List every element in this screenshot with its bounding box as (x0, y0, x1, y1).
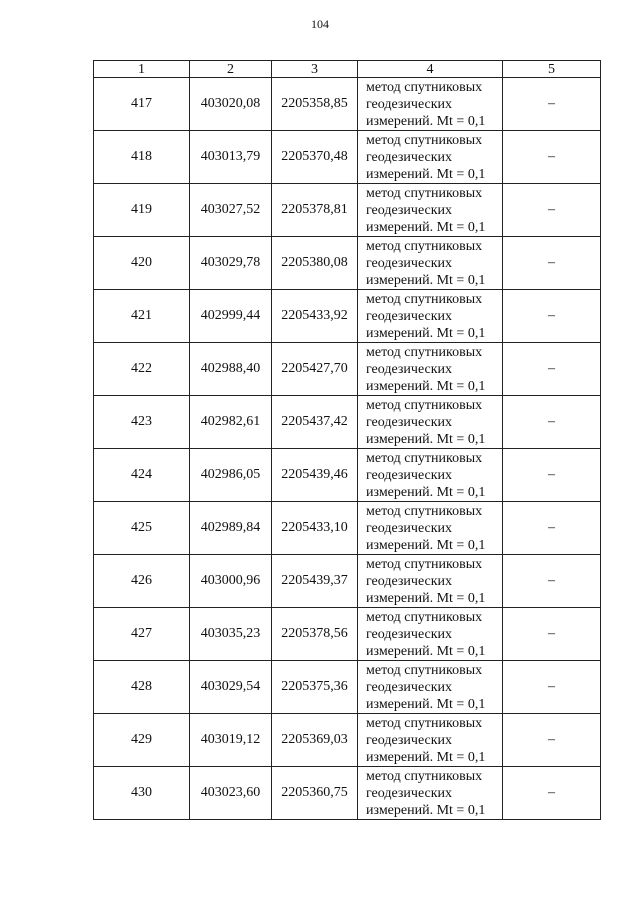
point-number-cell: 429 (94, 714, 190, 767)
column-header-5: 5 (503, 61, 601, 78)
method-text-line: метод спутниковых (366, 556, 483, 572)
note-cell: – (503, 767, 601, 820)
method-cell (358, 555, 503, 608)
y-coordinate-cell: 2205427,70 (272, 343, 358, 396)
method-text-line: геодезических (366, 361, 453, 377)
method-text-line: измерений. Mt = 0,1 (366, 166, 486, 182)
method-cell (358, 502, 503, 555)
column-header-4: 4 (358, 61, 503, 78)
point-number-cell: 426 (94, 555, 190, 608)
method-text-line: геодезических (366, 626, 453, 642)
x-coordinate-cell: 402986,05 (190, 449, 272, 502)
method-text-line: геодезических (366, 467, 453, 483)
method-cell (358, 714, 503, 767)
y-coordinate-cell: 2205370,48 (272, 131, 358, 184)
method-cell (358, 290, 503, 343)
method-cell (358, 767, 503, 820)
method-cell (358, 78, 503, 131)
y-coordinate-cell: 2205439,46 (272, 449, 358, 502)
method-text-line: метод спутниковых (366, 503, 483, 519)
x-coordinate-cell: 403029,54 (190, 661, 272, 714)
table-row (94, 131, 601, 184)
method-text-line: измерений. Mt = 0,1 (366, 113, 486, 129)
table-header-row (94, 61, 601, 78)
method-text-line: метод спутниковых (366, 185, 483, 201)
method-cell (358, 343, 503, 396)
y-coordinate-cell: 2205433,92 (272, 290, 358, 343)
point-number-cell: 422 (94, 343, 190, 396)
method-cell (358, 661, 503, 714)
y-coordinate-cell: 2205437,42 (272, 396, 358, 449)
method-cell (358, 608, 503, 661)
x-coordinate-cell: 402989,84 (190, 502, 272, 555)
method-text-line: измерений. Mt = 0,1 (366, 749, 486, 765)
x-coordinate-cell: 403027,52 (190, 184, 272, 237)
method-cell (358, 237, 503, 290)
method-text-line: измерений. Mt = 0,1 (366, 325, 486, 341)
y-coordinate-cell: 2205358,85 (272, 78, 358, 131)
table-row (94, 396, 601, 449)
note-cell: – (503, 502, 601, 555)
method-cell (358, 131, 503, 184)
method-text-line: измерений. Mt = 0,1 (366, 537, 486, 553)
point-number-cell: 427 (94, 608, 190, 661)
x-coordinate-cell: 403000,96 (190, 555, 272, 608)
table-row (94, 78, 601, 131)
table-row (94, 184, 601, 237)
method-text-line: геодезических (366, 149, 453, 165)
table-row (94, 502, 601, 555)
method-text-line: геодезических (366, 520, 453, 536)
method-text-line: измерений. Mt = 0,1 (366, 219, 486, 235)
table-row (94, 449, 601, 502)
column-header-3: 3 (272, 61, 358, 78)
x-coordinate-cell: 402982,61 (190, 396, 272, 449)
method-text-line: геодезических (366, 202, 453, 218)
method-text-line: геодезических (366, 785, 453, 801)
method-cell (358, 396, 503, 449)
x-coordinate-cell: 403013,79 (190, 131, 272, 184)
point-number-cell: 430 (94, 767, 190, 820)
point-number-cell: 428 (94, 661, 190, 714)
table-row (94, 237, 601, 290)
y-coordinate-cell: 2205360,75 (272, 767, 358, 820)
method-text-line: метод спутниковых (366, 450, 483, 466)
note-cell: – (503, 131, 601, 184)
method-text-line: геодезических (366, 308, 453, 324)
table-row (94, 608, 601, 661)
method-text-line: измерений. Mt = 0,1 (366, 590, 486, 606)
point-number-cell: 420 (94, 237, 190, 290)
method-text-line: метод спутниковых (366, 715, 483, 731)
method-text-line: измерений. Mt = 0,1 (366, 802, 486, 818)
note-cell: – (503, 343, 601, 396)
method-text-line: метод спутниковых (366, 344, 483, 360)
x-coordinate-cell: 403019,12 (190, 714, 272, 767)
y-coordinate-cell: 2205380,08 (272, 237, 358, 290)
method-text-line: геодезических (366, 679, 453, 695)
method-text-line: измерений. Mt = 0,1 (366, 431, 486, 447)
point-number-cell: 418 (94, 131, 190, 184)
y-coordinate-cell: 2205375,36 (272, 661, 358, 714)
x-coordinate-cell: 402999,44 (190, 290, 272, 343)
column-header-1: 1 (94, 61, 190, 78)
y-coordinate-cell: 2205378,81 (272, 184, 358, 237)
method-text-line: измерений. Mt = 0,1 (366, 378, 486, 394)
point-number-cell: 423 (94, 396, 190, 449)
method-text-line: метод спутниковых (366, 132, 483, 148)
y-coordinate-cell: 2205433,10 (272, 502, 358, 555)
note-cell: – (503, 608, 601, 661)
page-number: 104 (311, 17, 329, 31)
method-text-line: измерений. Mt = 0,1 (366, 643, 486, 659)
method-text-line: геодезических (366, 573, 453, 589)
x-coordinate-cell: 403029,78 (190, 237, 272, 290)
note-cell: – (503, 290, 601, 343)
method-cell (358, 449, 503, 502)
coordinates-table (93, 60, 601, 820)
method-text-line: геодезических (366, 414, 453, 430)
x-coordinate-cell: 403035,23 (190, 608, 272, 661)
x-coordinate-cell: 403020,08 (190, 78, 272, 131)
method-text-line: метод спутниковых (366, 291, 483, 307)
method-text-line: метод спутниковых (366, 609, 483, 625)
table-row (94, 343, 601, 396)
method-text-line: метод спутниковых (366, 768, 483, 784)
note-cell: – (503, 184, 601, 237)
method-text-line: метод спутниковых (366, 79, 483, 95)
column-header-2: 2 (190, 61, 272, 78)
point-number-cell: 417 (94, 78, 190, 131)
point-number-cell: 421 (94, 290, 190, 343)
table-row (94, 555, 601, 608)
note-cell: – (503, 78, 601, 131)
y-coordinate-cell: 2205378,56 (272, 608, 358, 661)
table-row (94, 767, 601, 820)
method-text-line: измерений. Mt = 0,1 (366, 272, 486, 288)
point-number-cell: 419 (94, 184, 190, 237)
table-row (94, 661, 601, 714)
point-number-cell: 424 (94, 449, 190, 502)
y-coordinate-cell: 2205369,03 (272, 714, 358, 767)
note-cell: – (503, 555, 601, 608)
x-coordinate-cell: 402988,40 (190, 343, 272, 396)
note-cell: – (503, 714, 601, 767)
method-text-line: измерений. Mt = 0,1 (366, 696, 486, 712)
y-coordinate-cell: 2205439,37 (272, 555, 358, 608)
table-body (94, 78, 601, 820)
point-number-cell: 425 (94, 502, 190, 555)
method-text-line: метод спутниковых (366, 238, 483, 254)
method-text-line: измерений. Mt = 0,1 (366, 484, 486, 500)
table-row (94, 290, 601, 343)
method-text-line: геодезических (366, 732, 453, 748)
x-coordinate-cell: 403023,60 (190, 767, 272, 820)
method-text-line: геодезических (366, 255, 453, 271)
note-cell: – (503, 396, 601, 449)
note-cell: – (503, 237, 601, 290)
method-cell (358, 184, 503, 237)
table-row (94, 714, 601, 767)
method-text-line: геодезических (366, 96, 453, 112)
note-cell: – (503, 661, 601, 714)
method-text-line: метод спутниковых (366, 397, 483, 413)
note-cell: – (503, 449, 601, 502)
method-text-line: метод спутниковых (366, 662, 483, 678)
